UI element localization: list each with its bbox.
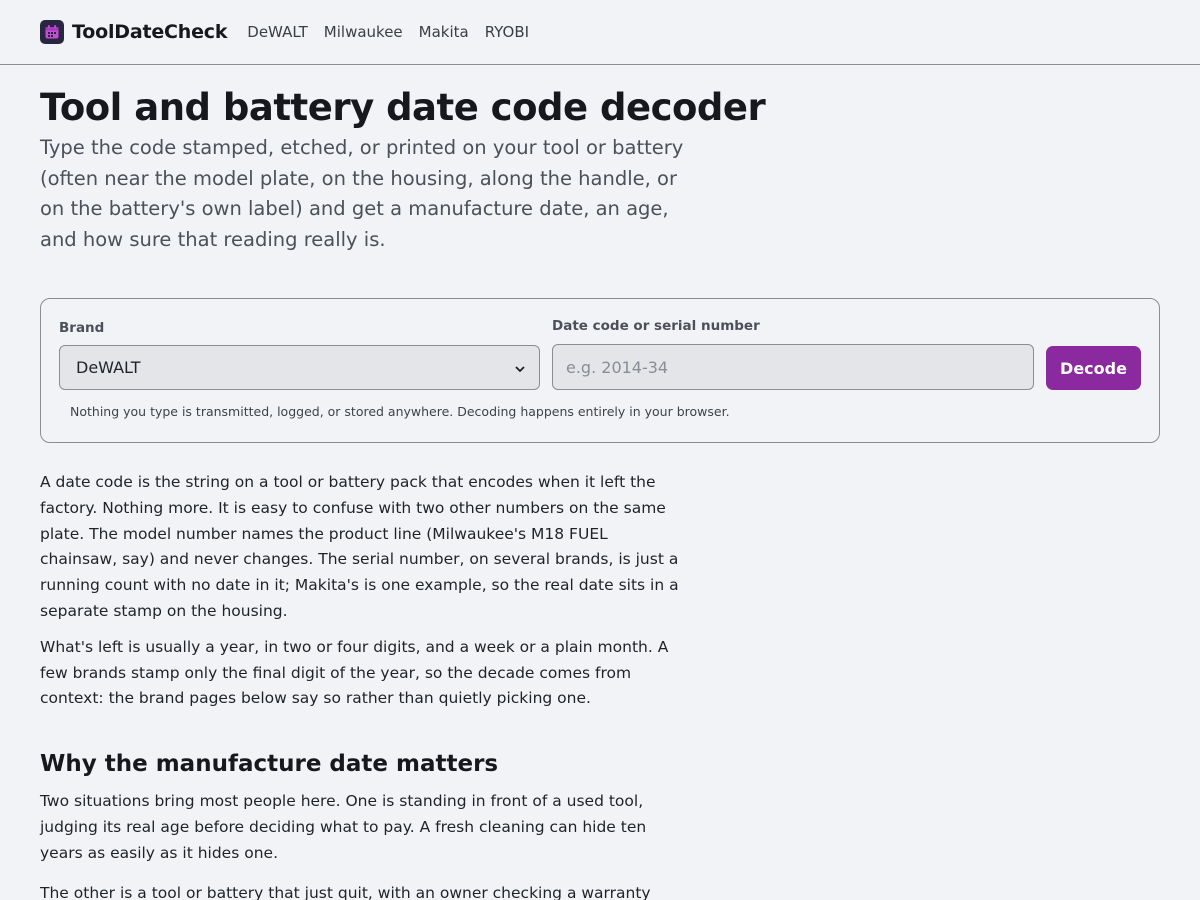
date-code-input[interactable] xyxy=(552,344,1034,390)
nav-link-makita[interactable]: Makita xyxy=(418,23,469,41)
decode-button[interactable]: Decode xyxy=(1046,346,1141,390)
chevron-down-icon xyxy=(515,358,525,377)
brand-select[interactable] xyxy=(59,345,540,390)
nav-link-dewalt[interactable]: DeWALT xyxy=(247,23,308,41)
main-content xyxy=(0,85,1200,900)
section-heading: Why the manufacture date matters xyxy=(40,751,499,778)
article-paragraph: The other is a tool or battery that just quit, with an owner checking a warranty xyxy=(40,883,651,900)
brand-label: Brand xyxy=(59,320,105,336)
article-paragraph: A date code is the string on a tool or battery pack that encodes when it left the factory. Nothing more. It is easy to confuse with two other numbers on the same plate. The model number names the product line (Milwaukee's M18 FUEL chainsaw, say) and never changes. The serial number, on several brands, is just a running count with no date in it; Makita's is one example, so the real date sits in a separate stamp on the housing. xyxy=(40,473,679,620)
site-logo[interactable] xyxy=(40,20,227,44)
logo-text: ToolDateCheck xyxy=(72,21,228,43)
brand-select-value: DeWALT xyxy=(76,358,141,377)
decoder-form xyxy=(40,298,1160,443)
page-lead: Type the code stamped, etched, or printed on your tool or battery (often near the model plate, on the housing, along the handle, or on the battery's own label) and get a manufacture date, an age, and how sure that reading really is. xyxy=(40,136,684,251)
calendar-icon xyxy=(40,20,64,44)
main-nav xyxy=(247,23,545,41)
site-header xyxy=(0,0,1200,65)
nav-link-milwaukee[interactable]: Milwaukee xyxy=(323,23,403,41)
article-paragraph: What's left is usually a year, in two or four digits, and a week or a plain month. A few brands stamp only the final digit of the year, so the decade comes from context: the brand pages below say so rather than quietly picking one. xyxy=(40,637,669,708)
privacy-note: Nothing you type is transmitted, logged, or stored anywhere. Decoding happens entirely in your browser. xyxy=(70,404,730,419)
code-label: Date code or serial number xyxy=(552,318,760,334)
article-paragraph: Two situations bring most people here. One is standing in front of a used tool, judging its real age before deciding what to pay. A fresh cleaning can hide ten years as easily as it hides one. xyxy=(40,792,647,862)
nav-link-ryobi[interactable]: RYOBI xyxy=(484,23,530,41)
page-title: Tool and battery date code decoder xyxy=(40,86,766,129)
